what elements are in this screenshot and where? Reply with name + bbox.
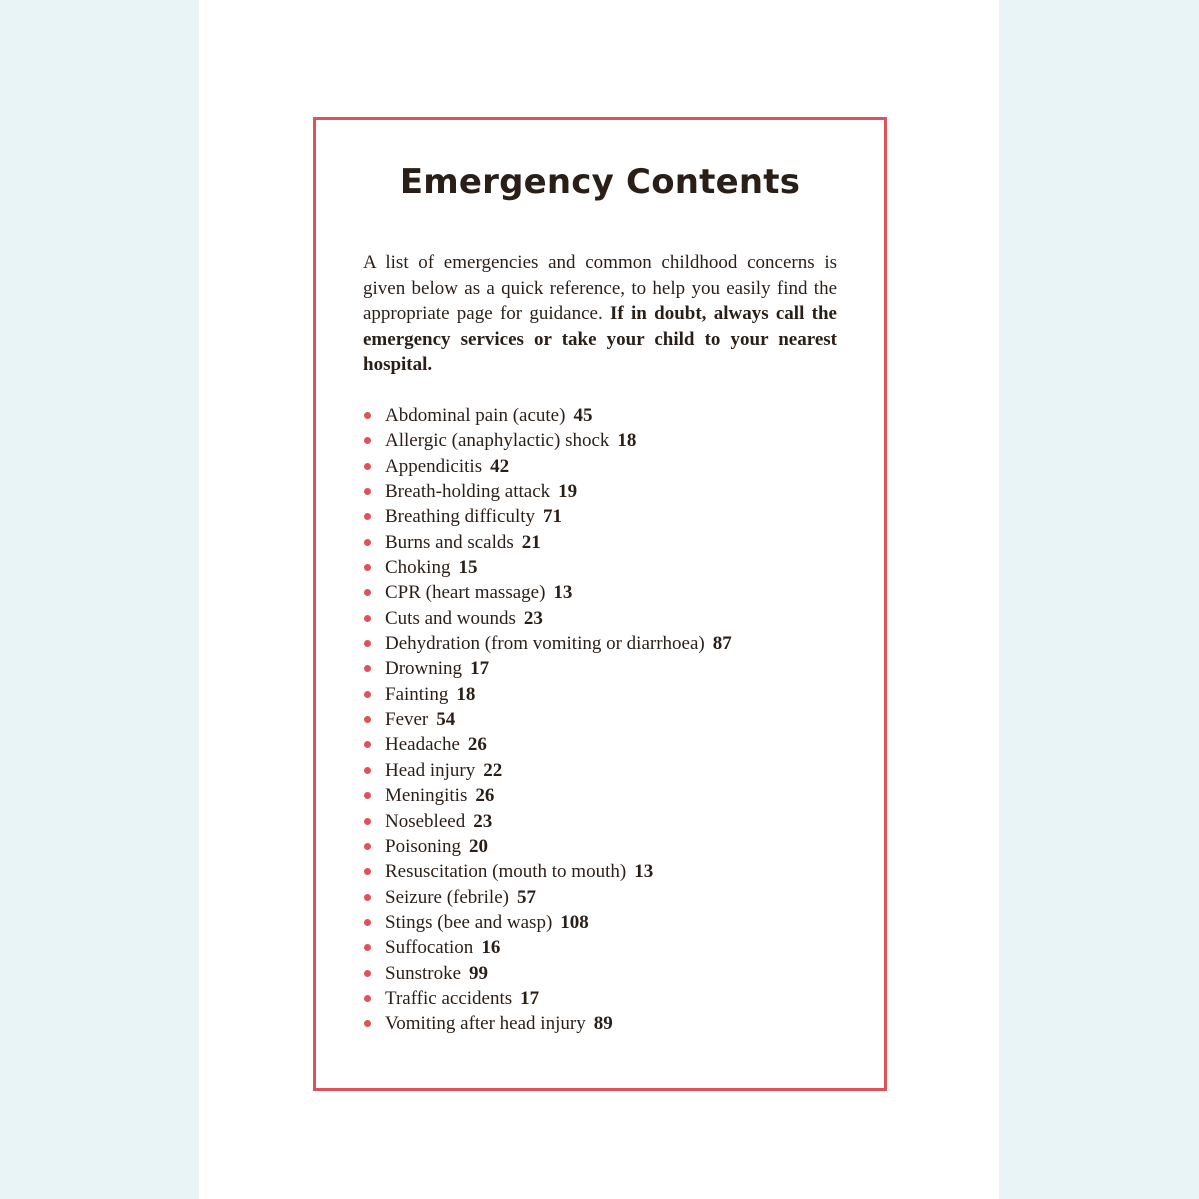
entry-page-number: 15 <box>458 557 478 579</box>
entry-label: Traffic accidents <box>385 987 513 1009</box>
list-item <box>363 961 732 986</box>
entry-page-number: 18 <box>456 683 476 705</box>
list-item <box>363 732 732 757</box>
entry-label: Breathing difficulty <box>385 506 536 528</box>
entry-page-number: 19 <box>558 481 578 503</box>
bullet-icon <box>364 818 371 825</box>
emergency-list <box>363 403 732 1037</box>
list-item <box>363 682 732 707</box>
entry-page-number: 13 <box>634 861 654 883</box>
entry-label: CPR (heart massage) <box>385 582 546 604</box>
entry-page-number: 42 <box>490 455 510 477</box>
bullet-icon <box>364 944 371 951</box>
entry-label: Sunstroke <box>385 962 461 984</box>
entry-label: Poisoning <box>385 835 462 857</box>
bullet-icon <box>364 437 371 444</box>
entry-label: Abdominal pain (acute) <box>385 405 566 426</box>
list-item <box>363 656 732 681</box>
bullet-icon <box>364 589 371 596</box>
entry-label: Vomiting after head injury <box>385 1013 586 1035</box>
entry-page-number: 71 <box>543 506 563 528</box>
list-item <box>363 530 732 555</box>
entry-page-number: 108 <box>560 911 589 933</box>
entry-page-number: 22 <box>483 759 503 781</box>
entry-page-number: 17 <box>520 987 540 1009</box>
list-item <box>363 454 732 479</box>
bullet-icon <box>364 843 371 850</box>
entry-label: Seizure (febrile) <box>385 886 509 908</box>
intro-paragraph <box>363 250 837 378</box>
intro-text: A list of emergencies and common childhood concerns is given below as a quick reference, to help you easily find the appropriate page for guidance. <box>363 252 837 324</box>
bullet-icon <box>364 640 371 647</box>
entry-label: Resuscitation (mouth to mouth) <box>385 861 627 883</box>
list-item <box>363 758 732 783</box>
entry-page-number: 23 <box>523 607 543 629</box>
entry-page-number: 13 <box>553 582 573 604</box>
entry-page-number: 26 <box>467 734 487 756</box>
entry-label: Stings (bee and wasp) <box>385 911 553 933</box>
entry-label: Fainting <box>385 683 449 705</box>
entry-page-number: 16 <box>481 937 501 959</box>
bullet-icon <box>364 615 371 622</box>
bullet-icon <box>364 716 371 723</box>
list-item <box>363 504 732 529</box>
page-title: Emergency Contents <box>399 162 801 202</box>
entry-label: Nosebleed <box>385 810 466 832</box>
list-item <box>363 986 732 1011</box>
bullet-icon <box>364 539 371 546</box>
list-item <box>363 428 732 453</box>
entry-page-number: 23 <box>473 810 493 832</box>
entry-label: Drowning <box>385 658 463 680</box>
entry-page-number: 26 <box>475 785 495 807</box>
list-item <box>363 631 732 656</box>
bullet-icon <box>364 564 371 571</box>
bullet-icon <box>364 463 371 470</box>
entry-label: Breath-holding attack <box>385 481 551 503</box>
entry-page-number: 18 <box>617 430 637 452</box>
list-item <box>363 859 732 884</box>
intro-emphasis: If in doubt, always call the emergency services or take your child to your nearest hospital. <box>363 303 837 375</box>
bullet-icon <box>364 691 371 698</box>
list-item <box>363 885 732 910</box>
entry-label: Appendicitis <box>385 455 483 477</box>
list-item <box>363 580 732 605</box>
bullet-icon <box>364 894 371 901</box>
contents-frame <box>313 117 887 1091</box>
bullet-icon <box>364 488 371 495</box>
bullet-icon <box>364 970 371 977</box>
entry-page-number: 89 <box>593 1013 613 1035</box>
bullet-icon <box>364 868 371 875</box>
bullet-icon <box>364 513 371 520</box>
entry-label: Cuts and wounds <box>385 607 516 629</box>
list-item <box>363 809 732 834</box>
bullet-icon <box>364 665 371 672</box>
bullet-icon <box>364 919 371 926</box>
bullet-icon <box>364 741 371 748</box>
bullet-icon <box>364 412 371 419</box>
entry-label: Meningitis <box>385 785 468 807</box>
entry-label: Burns and scalds <box>385 531 514 553</box>
entry-page-number: 99 <box>469 962 488 984</box>
entry-page-number: 21 <box>521 531 541 553</box>
entry-label: Fever <box>385 709 429 731</box>
entry-label: Dehydration (from vomiting or diarrhoea) <box>385 633 705 655</box>
bullet-icon <box>364 767 371 774</box>
entry-label: Head injury <box>385 759 476 781</box>
list-item <box>363 479 732 504</box>
list-item <box>363 707 732 732</box>
list-item <box>363 834 732 859</box>
entry-label: Choking <box>385 557 451 579</box>
entry-page-number: 54 <box>436 709 456 731</box>
list-item <box>363 1011 732 1036</box>
book-page <box>199 0 999 1199</box>
bullet-icon <box>364 792 371 799</box>
bullet-icon <box>364 1020 371 1027</box>
entry-page-number: 87 <box>712 633 732 655</box>
list-item <box>363 935 732 960</box>
entry-label: Allergic (anaphylactic) shock <box>385 430 610 452</box>
entry-label: Headache <box>385 734 460 756</box>
entry-page-number: 57 <box>516 886 536 908</box>
entry-page-number: 20 <box>469 835 489 857</box>
bullet-icon <box>364 995 371 1002</box>
entry-page-number: 17 <box>470 658 490 680</box>
list-item <box>363 555 732 580</box>
entry-page-number: 45 <box>573 405 593 426</box>
list-item <box>363 606 732 631</box>
entry-label: Suffocation <box>385 937 474 959</box>
list-item <box>363 783 732 808</box>
list-item <box>363 403 732 428</box>
list-item <box>363 910 732 935</box>
